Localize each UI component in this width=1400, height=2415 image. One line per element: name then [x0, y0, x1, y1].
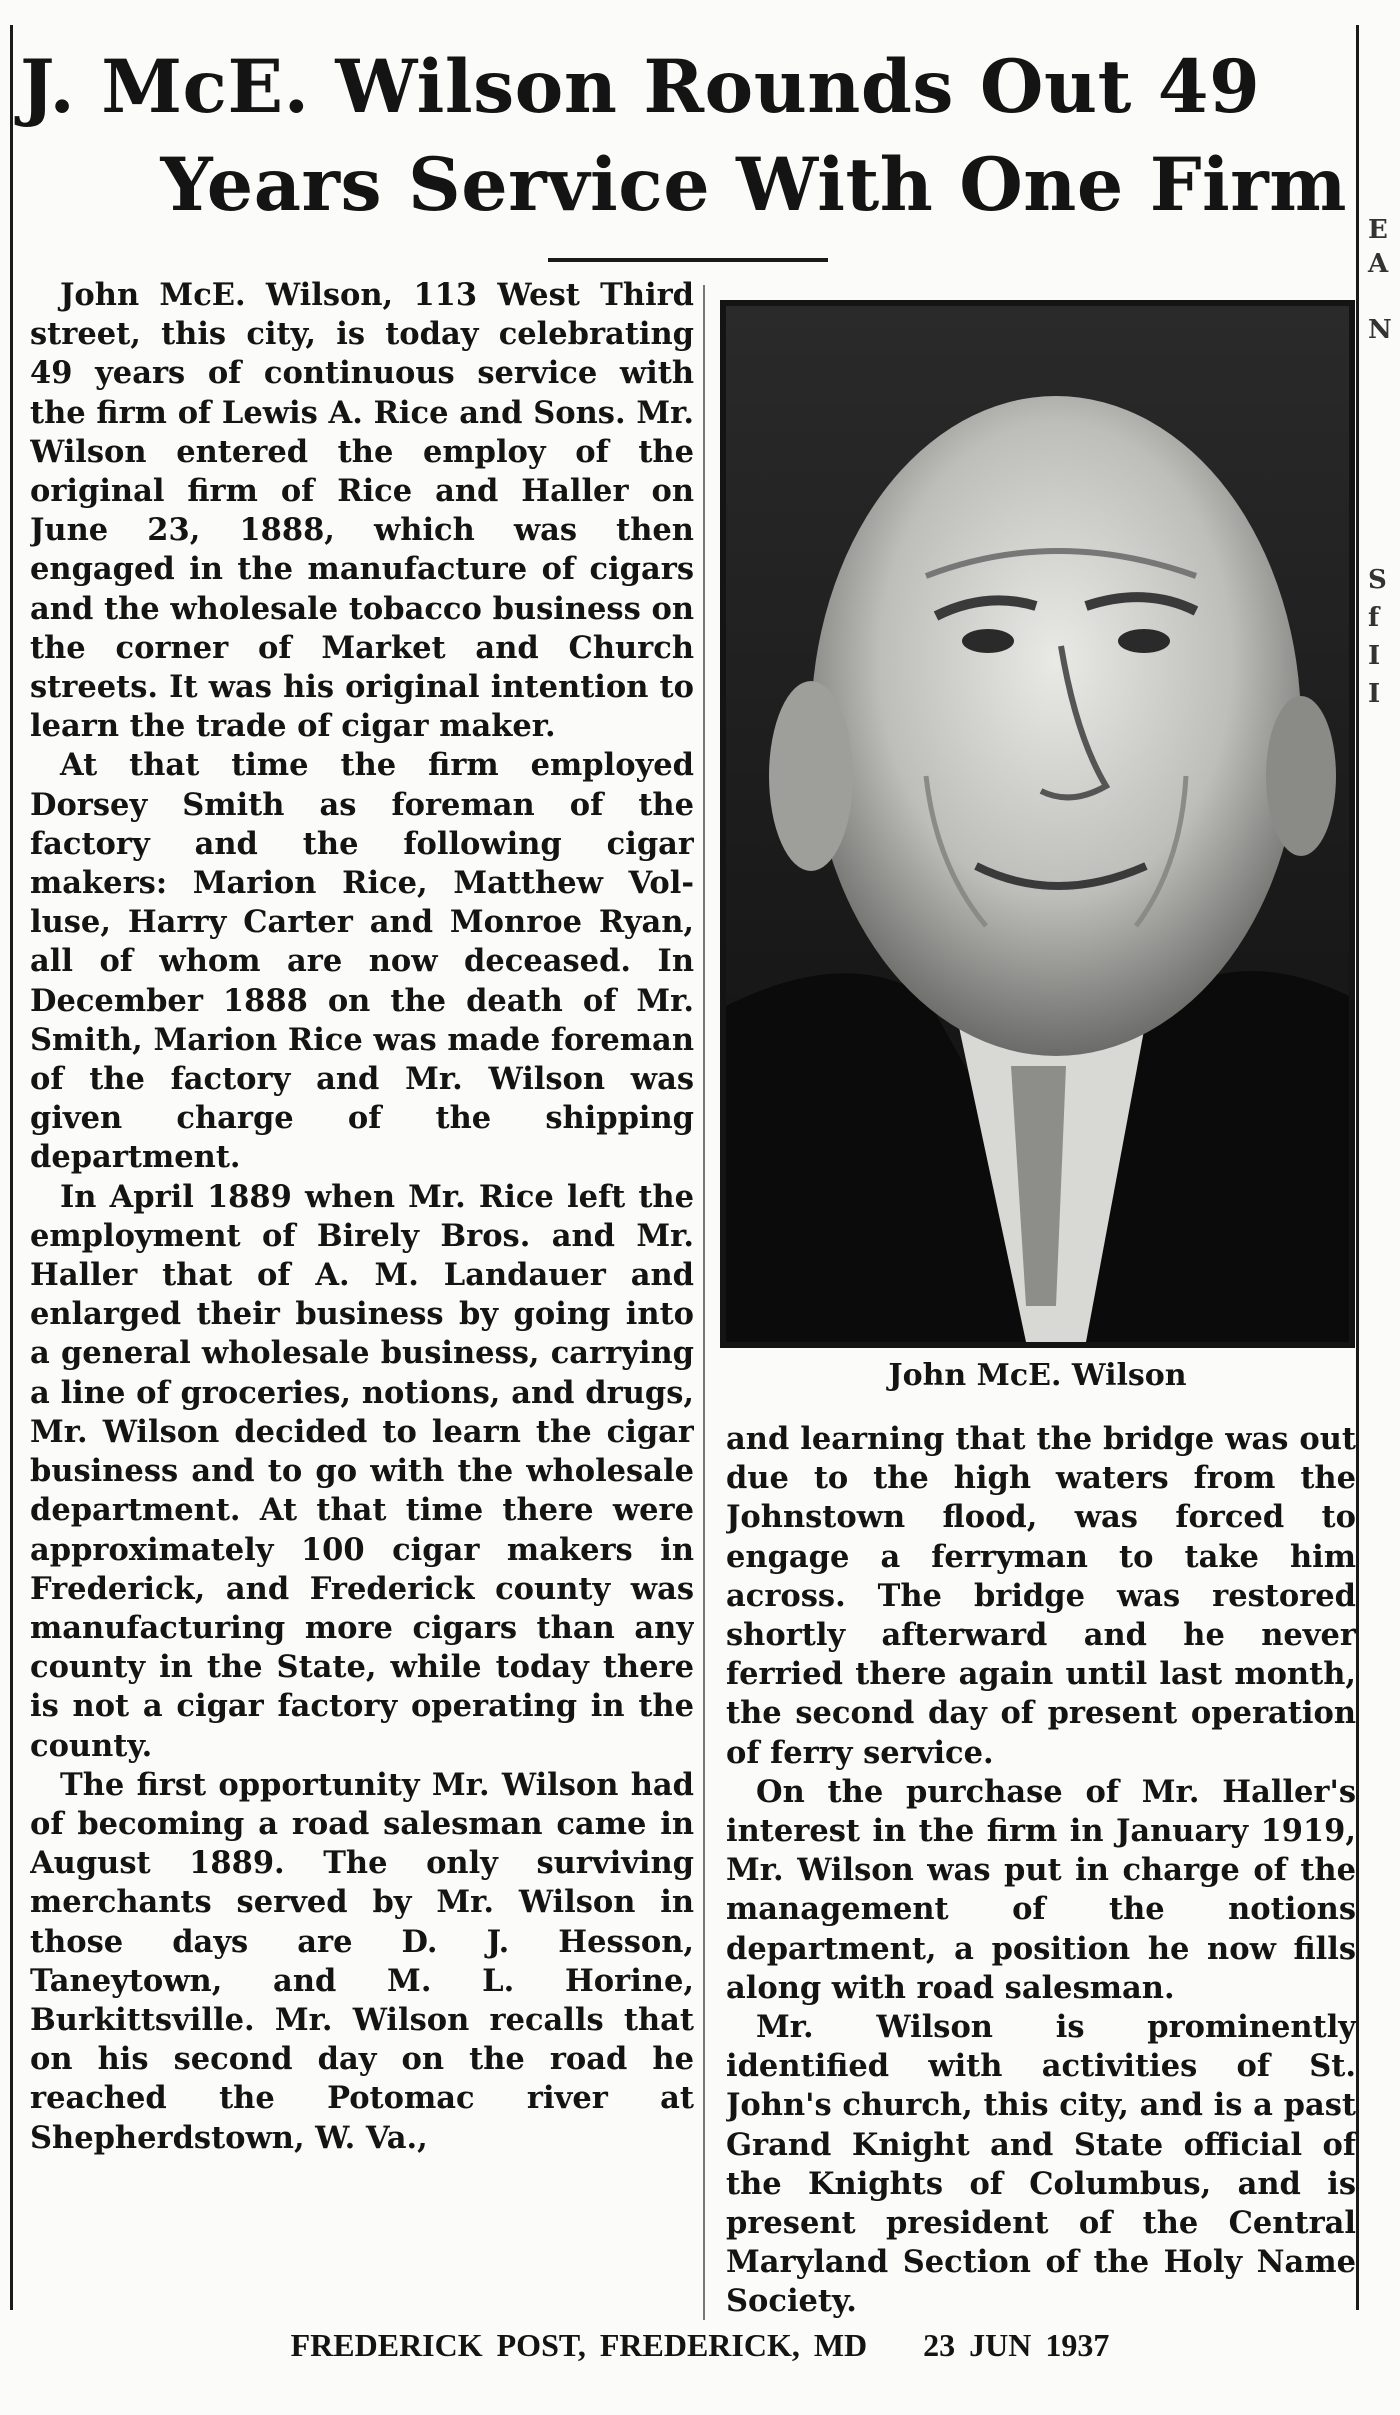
portrait-photo: [720, 300, 1355, 1348]
paragraph: and learning that the bridge was out due to the high waters from the Johnstown flood, was forced to engage a ferryman to take him across. The bridge was restored shortly afterward and he never ferried there again until last month, the second day of present operation of ferry service.: [726, 1421, 1356, 1771]
portrait-illustration: [726, 306, 1349, 1342]
paragraph: In April 1889 when Mr. Rice left the employment of Birely Bros. and Mr. Haller that of A. M. Landauer and enlarged their business by going into a general wholesale business, carrying a line of groceries, notions, and drugs, Mr. Wilson decided to learn the cigar business and to go with the wholesale department. At that time there were approximately 100 cigar makers in Frederick, and Frederick county was manufacturing more cigars than any county in the State, while today there is not a cigar factory operating in the county.: [30, 1178, 694, 1764]
edge-letter: N: [1368, 315, 1392, 345]
article-column-left: [30, 276, 694, 2316]
paragraph: At that time the firm employed Dorsey Smith as foreman of the factory and the following cigar makers: Marion Rice, Matthew Volluse, Harry Carter and Monroe Ryan, all of whom are now deceased. In December 1888 on the death of Mr. Smith, Marion Rice was made foreman of the factory and Mr. Wilson was given charge of the shipping department.: [30, 747, 694, 1176]
headline-divider: [548, 258, 828, 262]
headline-line-1: J. McE. Wilson Rounds Out 49: [20, 44, 1261, 130]
edge-letter: S: [1368, 565, 1387, 595]
edge-letter: I: [1368, 641, 1381, 671]
edge-letter: I: [1368, 679, 1381, 709]
photo-caption: John McE. Wilson: [888, 1358, 1187, 1393]
paragraph: Mr. Wilson is prominently identified with activities of St. John's church, this city, and is a past Grand Knight and State official of the Knights of Columbus, and is present president of the Central Maryland Section of the Holy Name Society.: [726, 2009, 1356, 2320]
headline-line-2: Years Service With One Firm: [160, 142, 1347, 228]
edge-letter: A: [1368, 249, 1389, 279]
paragraph: The first opportunity Mr. Wilson had of becoming a road salesman came in August 1889. The only surviving merchants served by Mr. Wilson in those days are D. J. Hesson, Taneytown, and M. L. Horine, Burkittsville. Mr. Wilson recalls that on his second day on the road he reached the Potomac river at Shepherdstown, W. Va.,: [30, 1766, 694, 2156]
headline: [20, 38, 1355, 234]
right-column-rule: [1356, 25, 1359, 2310]
edge-letter: f: [1368, 603, 1380, 633]
edge-letter: E: [1368, 215, 1388, 245]
article-column-right: [726, 1420, 1356, 2320]
source-attribution: FREDERICK POST, FREDERICK, MD 23 JUN 1937: [290, 2327, 1110, 2363]
left-column-rule: [10, 25, 13, 2310]
column-divider: [703, 285, 705, 2320]
paragraph: On the purchase of Mr. Haller's interest in the firm in January 1919, Mr. Wilson was put in charge of the management of the notions department, a position he now fills along with road salesman.: [726, 1773, 1356, 2006]
paragraph: John McE. Wilson, 113 West Third street, this city, is today celebrating 49 years of continuous service with the firm of Lewis A. Rice and Sons. Mr. Wilson entered the employ of the original firm of Rice and Haller on June 23, 1888, which was then engaged in the manufacture of cigars and the wholesale tobacco business on the corner of Market and Church streets. It was his original intention to learn the trade of cigar maker.: [30, 277, 694, 745]
